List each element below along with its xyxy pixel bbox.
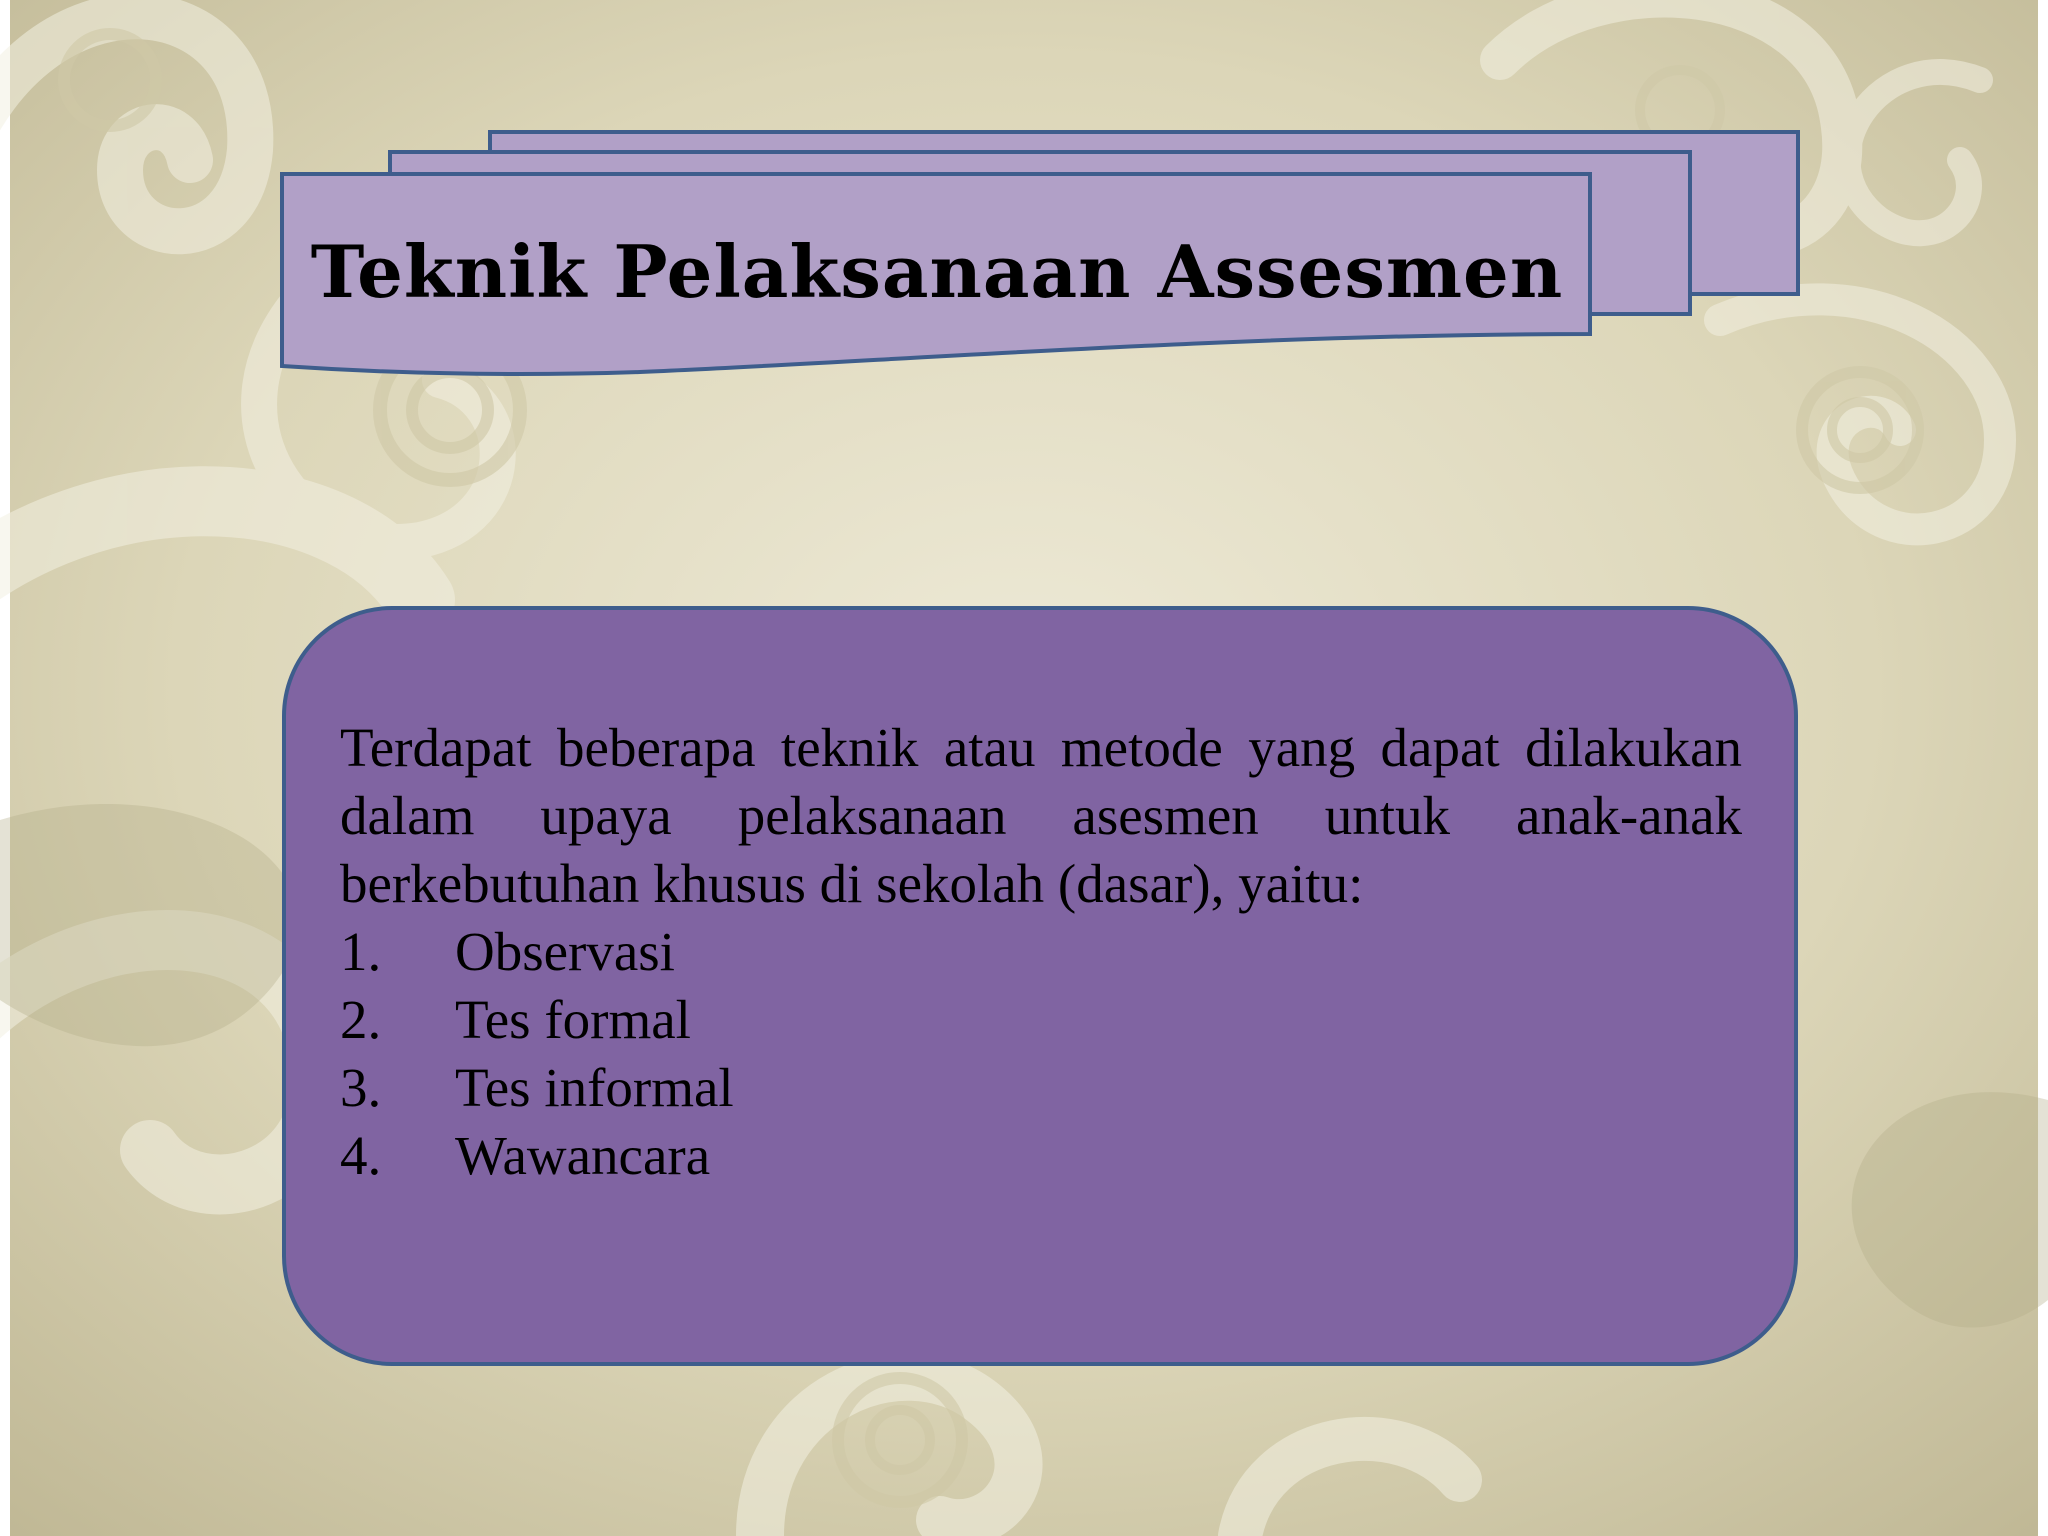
- list-item-number: 1.: [340, 921, 382, 982]
- list-item-label: Wawancara: [455, 1125, 711, 1186]
- list-item: [340, 1054, 1742, 1122]
- list-item: [340, 986, 1742, 1054]
- list-item-number: 3.: [340, 1057, 382, 1118]
- list-item-label: Tes informal: [455, 1057, 734, 1118]
- technique-list: [340, 918, 1742, 1190]
- content-body: [340, 714, 1742, 1190]
- list-item-label: Observasi: [455, 921, 675, 982]
- intro-paragraph: Terdapat beberapa teknik atau metode yang dapat dilakukan dalam upaya pelaksanaan asesmen untuk anak-anak berkebutuhan khusus di sekolah (dasar), yaitu:: [340, 717, 1742, 914]
- slide-title: Teknik Pelaksanaan Assesmen: [310, 229, 1564, 314]
- list-item-number: 4.: [340, 1125, 382, 1186]
- list-item-number: 2.: [340, 989, 382, 1050]
- list-item: [340, 1122, 1742, 1190]
- list-item: [340, 918, 1742, 986]
- list-item-label: Tes formal: [455, 989, 691, 1050]
